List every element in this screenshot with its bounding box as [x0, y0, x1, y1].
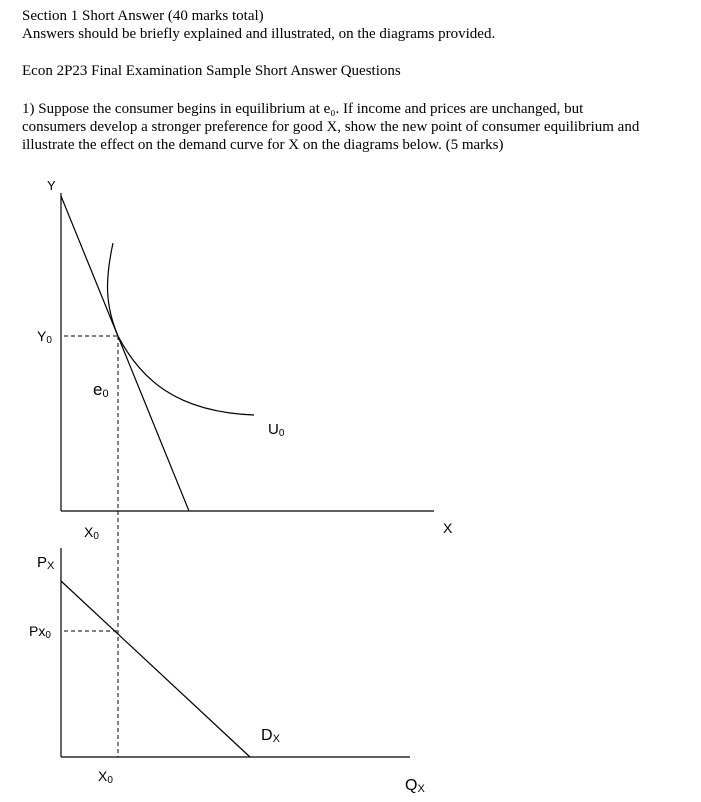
x-axis-label: X [443, 520, 453, 536]
demand-curve [61, 581, 250, 757]
section-title: Section 1 Short Answer (40 marks total) [22, 8, 264, 24]
demand-diagram [29, 548, 425, 795]
question-line-2: consumers develop a stronger preference for good X, show the new point of consumer equilibrium and [22, 119, 640, 135]
px0-label: Px0 [29, 623, 51, 641]
price-axis-label: PX [37, 554, 55, 572]
indifference-curve-u0 [108, 243, 254, 415]
indifference-diagram [37, 178, 453, 757]
x0-label-bottom: X0 [98, 768, 113, 786]
exam-title: Econ 2P23 Final Examination Sample Short Answer Questions [22, 63, 401, 79]
quantity-axis-label: QX [405, 777, 425, 795]
indifference-curve-u0-label: U0 [268, 421, 285, 439]
equilibrium-e0-label: e0 [93, 380, 109, 400]
y-axis-label: Y [47, 178, 56, 193]
question-line-3: illustrate the effect on the demand curve for X on the diagrams below. (5 marks) [22, 137, 504, 153]
demand-curve-label: DX [261, 727, 280, 745]
y0-label: Y0 [37, 328, 52, 346]
question-line-1: 1) Suppose the consumer begins in equilibrium at e₀. If income and prices are unchanged, but [22, 101, 584, 117]
instructions-text: Answers should be briefly explained and illustrated, on the diagrams provided. [22, 26, 496, 42]
x0-label-top: X0 [84, 524, 99, 542]
budget-line [61, 196, 189, 511]
